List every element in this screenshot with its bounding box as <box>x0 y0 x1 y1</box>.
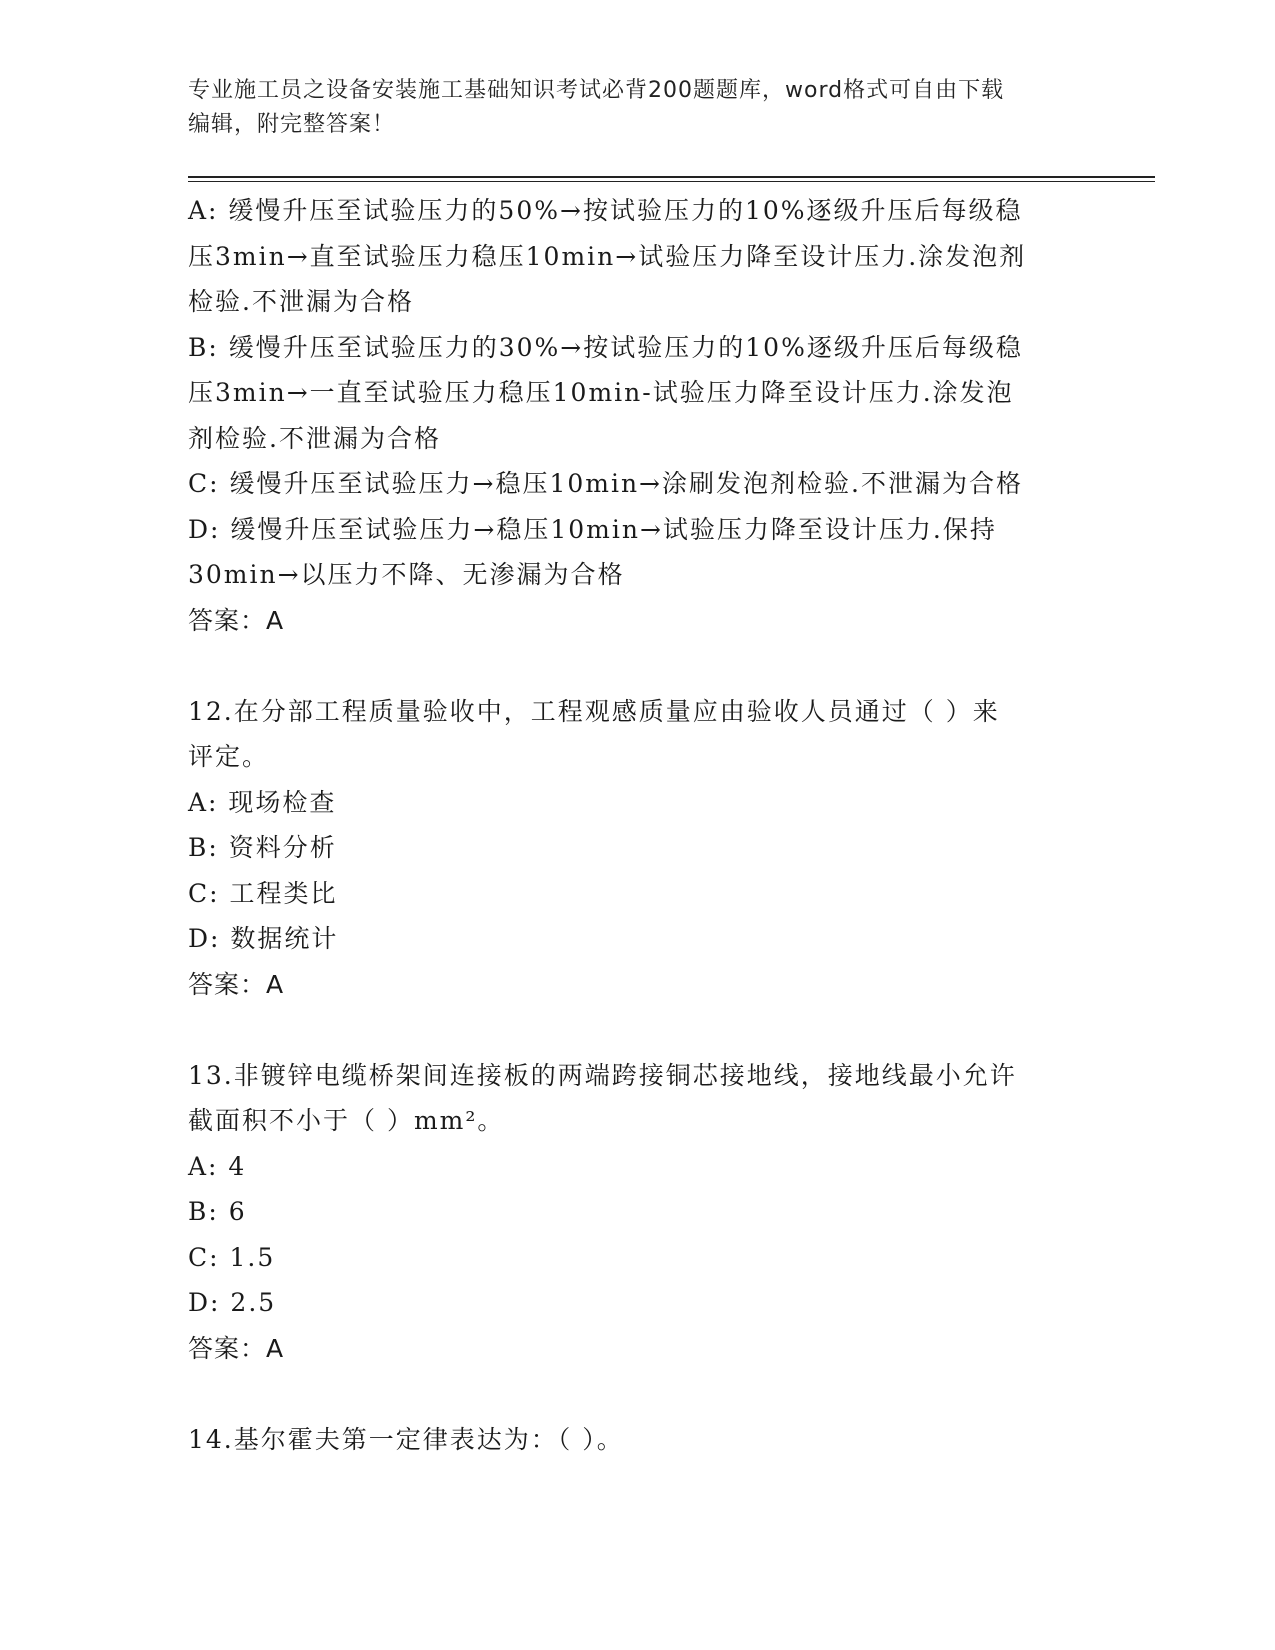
q13-answer: 答案：A <box>188 1333 285 1363</box>
q11-option-a-line-1: A: 缓慢升压至试验压力的50%→按试验压力的10%逐级升压后每级稳 <box>188 196 1023 225</box>
q12-answer: 答案：A <box>188 969 285 999</box>
question-11-continued <box>188 188 1088 643</box>
q12-option-c: C: 工程类比 <box>188 878 338 908</box>
q11-option-d-line-2: 30min→以压力不降、无渗漏为合格 <box>188 560 625 589</box>
spacer <box>188 643 1088 689</box>
header-line-1: 专业施工员之设备安装施工基础知识考试必背200题题库，word格式可自由下载 <box>188 78 1005 103</box>
q11-option-c-line-1: C: 缓慢升压至试验压力→稳压10min→涂刷发泡剂检验.不泄漏为合格 <box>188 469 1023 498</box>
q12-question-line-1: 12.在分部工程质量验收中，工程观感质量应由验收人员通过（ ）来 <box>188 696 1000 726</box>
q11-answer: 答案：A <box>188 605 285 635</box>
q12-option-a: A: 现场检查 <box>188 787 337 817</box>
q14-question: 14.基尔霍夫第一定律表达为：（ ）。 <box>188 1424 624 1454</box>
spacer <box>188 1371 1088 1417</box>
header-divider-thin <box>188 181 1155 182</box>
page-header <box>188 74 1088 142</box>
q12-option-d: D: 数据统计 <box>188 924 339 953</box>
q12-question-line-2: 评定。 <box>188 742 270 771</box>
question-12 <box>188 689 1088 1008</box>
q13-question-line-1: 13.非镀锌电缆桥架间连接板的两端跨接铜芯接地线，接地线最小允许 <box>188 1060 1017 1090</box>
q11-option-a-line-2: 压3min→直至试验压力稳压10min→试验压力降至设计压力.涂发泡剂 <box>188 241 1027 271</box>
q11-option-b-line-2: 压3min→一直至试验压力稳压10min-试验压力降至设计压力.涂发泡 <box>188 378 1014 407</box>
q11-option-b-line-3: 剂检验.不泄漏为合格 <box>188 423 441 453</box>
q12-option-b: B: 资料分析 <box>188 833 337 862</box>
q13-option-b: B: 6 <box>188 1197 247 1226</box>
question-13 <box>188 1053 1088 1372</box>
q11-option-a-line-3: 检验.不泄漏为合格 <box>188 287 414 316</box>
spacer <box>188 1007 1088 1053</box>
q13-question-line-2: 截面积不小于（ ）mm²。 <box>188 1106 505 1135</box>
header-line-2: 编辑，附完整答案！ <box>188 112 396 137</box>
document-content <box>188 188 1088 1462</box>
q11-option-b-line-1: B: 缓慢升压至试验压力的30%→按试验压力的10%逐级升压后每级稳 <box>188 332 1023 362</box>
q11-option-d-line-1: D: 缓慢升压至试验压力→稳压10min→试验压力降至设计压力.保持 <box>188 514 997 544</box>
header-divider-thick <box>188 176 1155 178</box>
q13-option-a: A: 4 <box>188 1151 247 1181</box>
q13-option-c: C: 1.5 <box>188 1242 276 1272</box>
question-14 <box>188 1417 1088 1463</box>
q13-option-d: D: 2.5 <box>188 1288 277 1317</box>
